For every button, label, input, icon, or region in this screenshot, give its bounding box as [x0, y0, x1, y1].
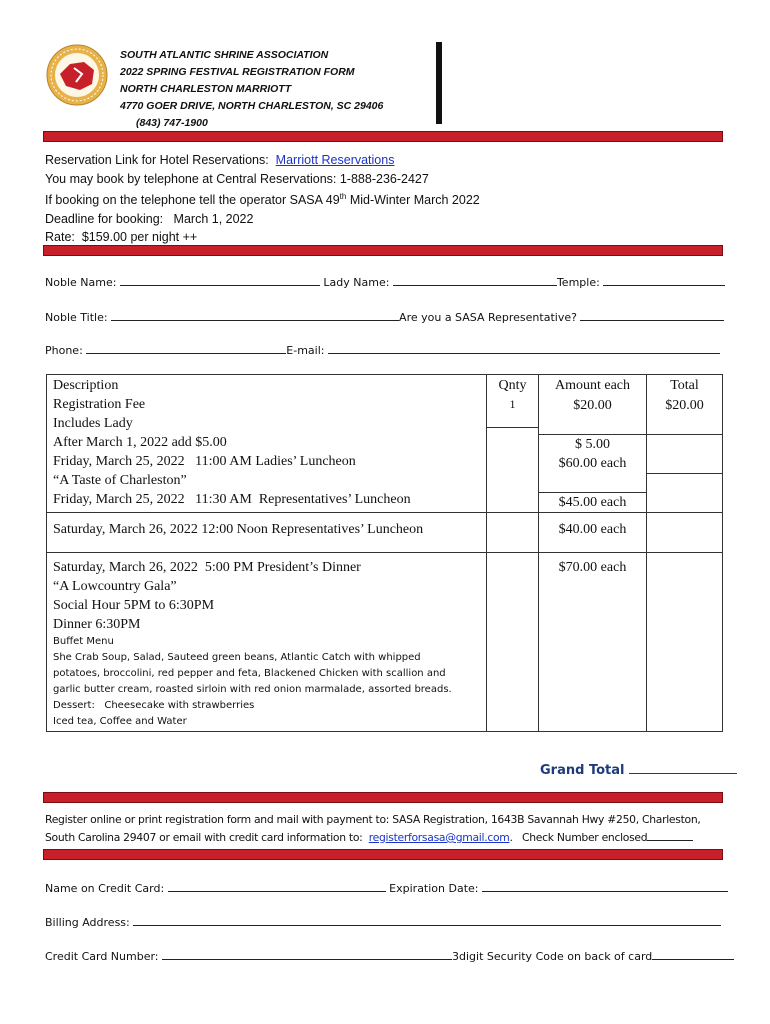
dinner-name: “A Lowcountry Gala”: [53, 579, 177, 594]
noble-title-field[interactable]: [111, 310, 399, 321]
temple-label: Temple:: [556, 276, 600, 289]
menu-line: garlic butter cream, roasted sirloin with red onion marmalade, assorted breads.: [53, 684, 452, 695]
reservation-info: [45, 151, 480, 247]
card-number-field[interactable]: [162, 949, 452, 960]
red-divider-bar: [43, 245, 723, 256]
deadline-line: Deadline for booking: March 1, 2022: [45, 211, 254, 226]
expiration-field[interactable]: [482, 881, 728, 892]
attendee-fields-row: [45, 275, 725, 289]
registration-fee: Registration Fee: [53, 397, 146, 412]
representative-answer-field[interactable]: [580, 310, 724, 321]
operator-line-end: Mid-Winter March 2022: [346, 193, 480, 208]
red-divider-bar: [43, 792, 723, 803]
header-line-5: (843) 747-1900: [136, 117, 208, 129]
header-block: [120, 47, 383, 132]
title-fields-row: [45, 310, 724, 324]
ordinal-suffix: th: [339, 192, 347, 201]
email-field[interactable]: [328, 343, 720, 354]
menu-line: She Crab Soup, Salad, Sauteed green beans, Atlantic Catch with whipped: [53, 652, 421, 663]
registration-items-table: [46, 374, 723, 732]
registration-amount: $20.00: [539, 396, 646, 435]
card-number-row: [45, 949, 734, 963]
mail-instructions: Register online or print registration form and mail with payment to: SASA Registration, 1643B Savannah Hwy #250, Charleston,: [45, 813, 701, 826]
check-number-field[interactable]: [647, 830, 693, 841]
red-divider-bar: [43, 131, 723, 142]
lady-name-field[interactable]: [393, 275, 557, 286]
billing-row: [45, 915, 721, 929]
header-line-2: 2022 SPRING FESTIVAL REGISTRATION FORM: [120, 66, 355, 78]
registration-total: $20.00: [647, 396, 722, 435]
reps-saturday-amount: $40.00 each: [539, 513, 647, 553]
ladies-luncheon: Friday, March 25, 2022 11:00 AM Ladies’ Luncheon: [53, 454, 356, 469]
reps-friday-amount: $45.00 each: [558, 495, 627, 510]
grand-total-label: Grand Total: [540, 763, 625, 778]
noble-title-label: Noble Title:: [45, 311, 108, 324]
total-header: Total: [670, 378, 699, 393]
reps-luncheon-friday: Friday, March 25, 2022 11:30 AM Representatives’ Luncheon: [53, 492, 411, 507]
phone-label: Phone:: [45, 344, 83, 357]
grand-total: [540, 759, 737, 778]
table-cell: [47, 375, 487, 513]
ladies-luncheon-name: “A Taste of Charleston”: [53, 473, 187, 488]
reservation-link-label: Reservation Link for Hotel Reservations:: [45, 153, 276, 167]
table-cell[interactable]: [487, 553, 539, 732]
menu-line: Iced tea, Coffee and Water: [53, 716, 187, 727]
temple-field[interactable]: [603, 275, 725, 286]
name-on-card-field[interactable]: [168, 881, 386, 892]
lady-name-label: Lady Name:: [323, 276, 390, 289]
table-cell[interactable]: [647, 553, 723, 732]
security-code-label: 3digit Security Code on back of card: [452, 950, 653, 963]
menu-line: potatoes, broccolini, red pepper and feta, Blackened Chicken with scallion and: [53, 668, 446, 679]
late-fee: After March 1, 2022 add $5.00: [53, 435, 227, 450]
noble-name-label: Noble Name:: [45, 276, 117, 289]
header-line-1: SOUTH ATLANTIC SHRINE ASSOCIATION: [120, 49, 329, 61]
dinner-time: Dinner 6:30PM: [53, 617, 141, 632]
social-hour: Social Hour 5PM to 6:30PM: [53, 598, 215, 613]
email-label: E-mail:: [286, 344, 325, 357]
noble-name-field[interactable]: [120, 275, 320, 286]
phone-field[interactable]: [86, 343, 286, 354]
email-instructions: South Carolina 29407 or email with credit card information to:: [45, 831, 369, 844]
representative-question: Are you a SASA Representative?: [399, 311, 577, 324]
telephone-booking-line: You may book by telephone at Central Reservations: 1-888-236-2427: [45, 171, 429, 186]
register-email-link[interactable]: registerforsasa@gmail.com: [368, 831, 510, 844]
reps-luncheon-saturday: Saturday, March 26, 2022 12:00 Noon Representatives’ Luncheon: [47, 513, 487, 553]
operator-line: If booking on the telephone tell the operator SASA 49: [45, 193, 340, 208]
billing-address-label: Billing Address:: [45, 916, 130, 929]
registration-instructions: [45, 811, 725, 847]
ladies-luncheon-amount: $60.00 each: [539, 454, 646, 493]
expiration-label: Expiration Date:: [389, 882, 479, 895]
buffet-menu-label: Buffet Menu: [53, 636, 114, 647]
card-number-label: Credit Card Number:: [45, 950, 159, 963]
table-cell: [487, 375, 539, 513]
menu-line: Dessert: Cheesecake with strawberries: [53, 700, 255, 711]
table-cell: [539, 375, 647, 513]
description-header: Description: [53, 378, 119, 393]
includes-lady: Includes Lady: [53, 416, 133, 431]
billing-address-field[interactable]: [133, 915, 721, 926]
contact-fields-row: [45, 343, 720, 357]
table-row: [47, 375, 723, 513]
amount-each-header: Amount each: [554, 378, 631, 393]
grand-total-field[interactable]: [629, 759, 737, 774]
dinner-amount: $70.00 each: [539, 553, 647, 732]
vertical-divider: [436, 42, 442, 124]
table-cell: [647, 375, 723, 513]
table-cell[interactable]: [487, 513, 539, 553]
presidents-dinner: Saturday, March 26, 2022 5:00 PM President’s Dinner: [53, 560, 361, 575]
table-cell[interactable]: [647, 513, 723, 553]
check-number-label: . Check Number enclosed: [509, 831, 648, 844]
marriott-reservations-link[interactable]: Marriott Reservations: [275, 153, 395, 167]
late-fee-amount: $ 5.00: [575, 437, 610, 452]
table-row: [47, 553, 723, 732]
card-name-row: [45, 881, 728, 895]
security-code-field[interactable]: [652, 949, 734, 960]
shrine-seal-logo: [46, 44, 108, 106]
red-divider-bar: [43, 849, 723, 860]
rate-line: Rate: $159.00 per night ++: [45, 230, 198, 245]
registration-qty[interactable]: 1: [509, 397, 516, 411]
qnty-header: Qnty: [498, 378, 527, 393]
header-line-3: NORTH CHARLESTON MARRIOTT: [120, 83, 292, 95]
header-line-4: 4770 GOER DRIVE, NORTH CHARLESTON, SC 29406: [120, 100, 384, 112]
table-cell: [47, 553, 487, 732]
name-on-card-label: Name on Credit Card:: [45, 882, 165, 895]
table-row: [47, 513, 723, 553]
